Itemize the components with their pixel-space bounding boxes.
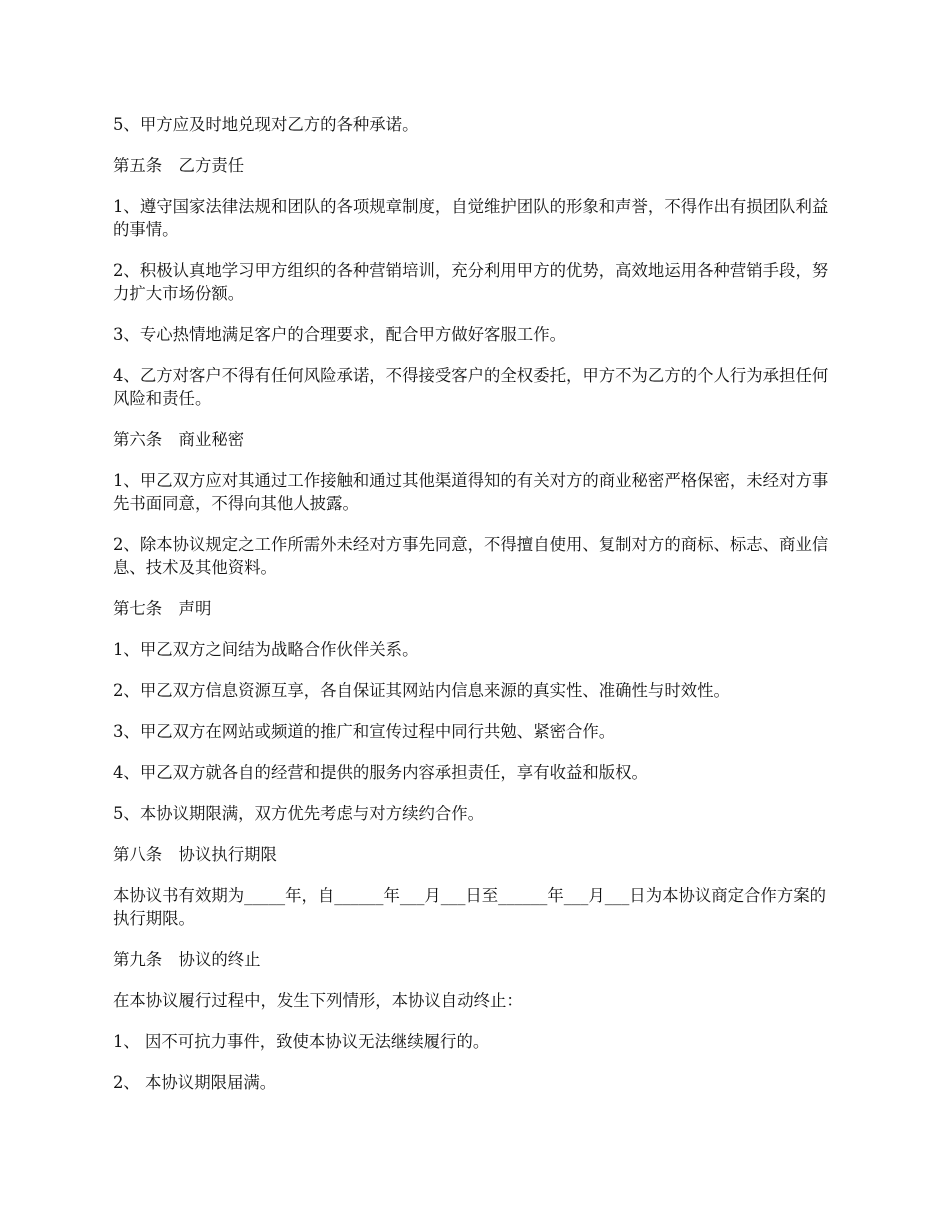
article-5-heading: 第五条 乙方责任 — [113, 156, 245, 175]
article-8-heading: 第八条 协议执行期限 — [113, 845, 277, 864]
article-9-item-1: 1、 因不可抗力事件，致使本协议无法继续履行的。 — [113, 1032, 490, 1051]
article-8-term-text: 本协议书有效期为_____年，自______年___月___日至______年___月___日为本协议商定合作方案的执行期限。 — [113, 886, 826, 928]
article-9-intro: 在本协议履行过程中，发生下列情形，本协议自动终止： — [113, 991, 523, 1010]
article-6-item-1: 1、甲乙双方应对其通过工作接触和通过其他渠道得知的有关对方的商业秘密严格保密，未经对方事先书面同意，不得向其他人披露。 — [113, 471, 829, 513]
article-5-item-4: 4、乙方对客户不得有任何风险承诺，不得接受客户的全权委托，甲方不为乙方的个人行为承担任何风险和责任。 — [113, 366, 829, 408]
article-9-heading: 第九条 协议的终止 — [113, 950, 261, 969]
article-6-item-2: 2、除本协议规定之工作所需外未经对方事先同意，不得擅自使用、复制对方的商标、标志、商业信息、技术及其他资料。 — [113, 535, 829, 577]
article-7-item-3: 3、甲乙双方在网站或频道的推广和宣传过程中同行共勉、紧密合作。 — [113, 722, 616, 741]
article-7-heading: 第七条 声明 — [113, 599, 212, 618]
document-body — [113, 113, 835, 1112]
article-9-item-2: 2、 本协议期限届满。 — [113, 1073, 277, 1092]
article-7-item-1: 1、甲乙双方之间结为战略合作伙伴关系。 — [113, 640, 419, 659]
article-7-item-5: 5、本协议期限满，双方优先考虑与对方续约合作。 — [113, 804, 485, 823]
article-7-item-4: 4、甲乙双方就各自的经营和提供的服务内容承担责任，享有收益和版权。 — [113, 763, 648, 782]
article-5-item-1: 1、遵守国家法律法规和团队的各项规章制度，自觉维护团队的形象和声誉，不得作出有损团队利益的事情。 — [113, 197, 829, 239]
clause-5-jia-promises: 5、甲方应及时地兑现对乙方的各种承诺。 — [113, 115, 419, 134]
article-6-heading: 第六条 商业秘密 — [113, 430, 245, 449]
article-7-item-2: 2、甲乙双方信息资源互享，各自保证其网站内信息来源的真实性、准确性与时效性。 — [113, 681, 730, 700]
article-5-item-3: 3、专心热情地满足客户的合理要求，配合甲方做好客服工作。 — [113, 325, 566, 344]
article-5-item-2: 2、积极认真地学习甲方组织的各种营销培训，充分利用甲方的优势，高效地运用各种营销手段，努力扩大市场份额。 — [113, 261, 829, 303]
